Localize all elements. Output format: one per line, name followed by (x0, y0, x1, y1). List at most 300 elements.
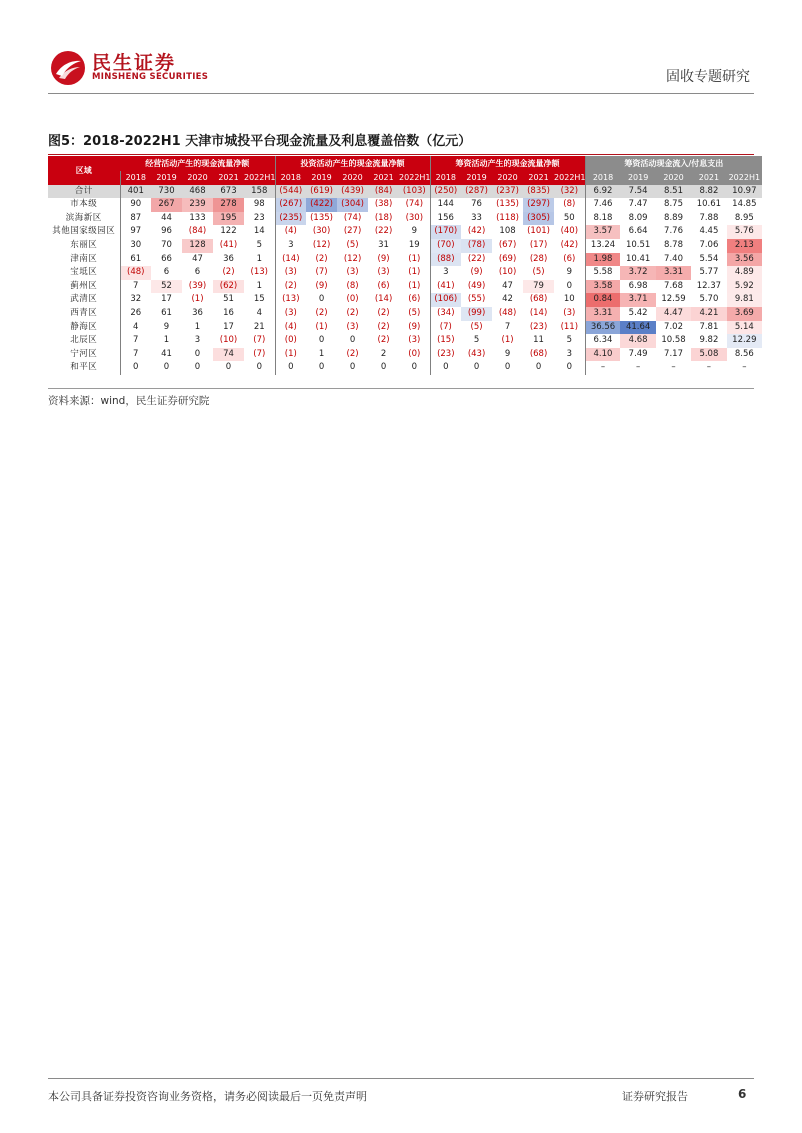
year-header: 2021 (213, 171, 244, 185)
year-header: 2022H1 (244, 171, 275, 185)
table-cell: (15) (430, 334, 461, 348)
table-cell: (4) (275, 321, 306, 335)
table-cell: (48) (498, 307, 517, 318)
table-cell: (2) (377, 335, 390, 346)
table-cell: (5) (408, 307, 421, 318)
table-cell: 8.95 (734, 212, 754, 223)
table-cell: 41.64 (620, 321, 655, 335)
year-header: 2021 (691, 171, 726, 185)
table-cell: 7.54 (620, 185, 655, 199)
table-cell: 3.69 (727, 307, 762, 321)
table-row (48, 198, 762, 212)
table-cell: (7) (253, 335, 266, 346)
table-cell: 7.06 (699, 239, 719, 250)
table-cell: 128 (182, 239, 213, 253)
year-header: 2022H1 (554, 171, 585, 185)
table-cell: (22) (374, 226, 393, 237)
table-cell: (8) (346, 280, 359, 291)
table-cell: 12.29 (727, 334, 762, 348)
table-cell: (3) (346, 267, 359, 278)
table-cell: (1) (408, 280, 421, 291)
table-cell: (6) (563, 253, 576, 264)
year-header: 2021 (523, 171, 554, 185)
table-row (48, 321, 762, 335)
table-row (48, 212, 762, 226)
table-cell: (22) (467, 253, 486, 264)
table-cell: (68) (529, 294, 548, 305)
table-cell: 10.51 (625, 239, 651, 250)
table-cell: 9 (163, 321, 170, 332)
table-cell: (12) (343, 253, 362, 264)
table-cell: 1 (256, 280, 262, 291)
table-cell: 0 (473, 362, 480, 373)
year-header: 2019 (461, 171, 492, 185)
table-cell: (118) (496, 212, 519, 223)
table-cell: (4) (275, 225, 306, 239)
table-cell: 44 (161, 212, 172, 223)
table-cell: 7 (504, 321, 511, 332)
table-cell: (1) (275, 348, 306, 362)
table-row (48, 266, 762, 280)
table-cell: 5.76 (727, 225, 762, 239)
table-cell: 5.77 (699, 267, 719, 278)
table-cell: 267 (151, 198, 182, 212)
table-cell: 0 (318, 335, 325, 346)
table-cell: 14 (253, 226, 265, 237)
brand-name-en: MINSHENG SECURITIES (92, 72, 209, 82)
table-cell: (6) (377, 280, 390, 291)
table-cell: 0 (318, 362, 325, 373)
table-cell: 5.92 (727, 280, 762, 294)
table-cell: – (636, 362, 641, 373)
table-cell: 10.61 (696, 199, 722, 210)
table-cell: (1) (408, 267, 421, 278)
table-row (48, 348, 762, 362)
table-cell: (235) (275, 212, 306, 226)
figure-title: 图5：2018-2022H1 天津市城投平台现金流量及利息覆盖倍数（亿元） (48, 130, 754, 155)
table-cell: 0 (275, 361, 306, 375)
table-cell: 17 (223, 321, 234, 332)
table-cell: (0) (408, 348, 421, 359)
table-cell: 0 (194, 362, 201, 373)
table-cell: (267) (275, 198, 306, 212)
table-cell: 33 (471, 212, 482, 223)
table-cell: (41) (219, 239, 238, 250)
region-cell: 其他国家级园区 (52, 226, 116, 237)
table-cell: (88) (430, 253, 461, 267)
region-cell: 市本级 (70, 199, 98, 210)
table-cell: (3) (377, 267, 390, 278)
table-cell: 3.71 (620, 293, 655, 307)
region-cell: 宁河区 (70, 348, 98, 359)
table-cell: (14) (374, 294, 393, 305)
table-cell: 0 (225, 362, 232, 373)
table-cell: 5.54 (699, 253, 719, 264)
year-header: 2018 (585, 171, 620, 185)
table-cell: 156 (430, 212, 461, 226)
table-cell: 7.49 (628, 348, 648, 359)
table-cell: 79 (523, 280, 554, 294)
table-cell: 8.56 (734, 348, 754, 359)
table-cell: (38) (374, 199, 393, 210)
table-cell: (2) (315, 307, 328, 318)
table-cell: 87 (120, 212, 151, 226)
table-cell: 0 (430, 361, 461, 375)
table-cell: (99) (461, 307, 492, 321)
table-cell: 96 (161, 226, 172, 237)
table-cell: (17) (529, 239, 548, 250)
table-cell: 7 (120, 280, 151, 294)
table-cell: 42 (502, 294, 513, 305)
table-cell: 8.09 (628, 212, 648, 223)
table-cell: (3) (275, 307, 306, 321)
table-cell: 122 (220, 226, 237, 237)
table-cell: 1 (256, 253, 262, 264)
table-cell: (544) (275, 185, 306, 199)
table-cell: (49) (467, 280, 486, 291)
table-cell: 52 (151, 280, 182, 294)
table-cell: (40) (560, 226, 579, 237)
table-cell: (10) (219, 335, 238, 346)
table-cell: 76 (471, 199, 482, 210)
year-header: 2018 (275, 171, 306, 185)
year-header: 2018 (120, 171, 151, 185)
table-cell: 3 (275, 239, 306, 253)
region-cell: 和平区 (70, 362, 98, 373)
table-cell: (2) (315, 253, 328, 264)
table-cell: (30) (405, 212, 424, 223)
table-cell: 0 (194, 348, 201, 359)
year-header: 2021 (368, 171, 399, 185)
table-cell: 10 (563, 294, 575, 305)
table-cell: 0 (535, 362, 542, 373)
table-cell: (78) (461, 239, 492, 253)
table-cell: (10) (498, 267, 517, 278)
table-cell: (103) (399, 185, 430, 199)
region-cell: 合计 (48, 185, 120, 199)
table-cell: (1) (408, 253, 421, 264)
table-cell: 16 (223, 307, 234, 318)
table-cell: (69) (498, 253, 517, 264)
table-cell: 4.47 (656, 307, 691, 321)
table-cell: 3.56 (727, 253, 762, 267)
table-row (48, 280, 762, 294)
table-cell: 1 (194, 321, 201, 332)
table-cell: (135) (496, 199, 519, 210)
table-cell: 7.46 (585, 198, 620, 212)
table-cell: (9) (470, 267, 483, 278)
table-cell: (32) (554, 185, 585, 199)
table-cell: 8.82 (691, 185, 726, 199)
table-cell: 10.97 (727, 185, 762, 199)
region-cell: 静海区 (70, 321, 98, 332)
table-cell: 3.58 (585, 280, 620, 294)
table-cell: 4.10 (585, 348, 620, 362)
table-cell: 6.34 (585, 334, 620, 348)
page-number: 6 (738, 1087, 747, 1101)
table-cell: (170) (430, 225, 461, 239)
table-cell: 0 (349, 335, 356, 346)
table-row (48, 185, 762, 199)
table-cell: 61 (161, 307, 172, 318)
table-cell: 2 (380, 348, 387, 359)
table-cell: (74) (343, 212, 362, 223)
table-cell: 4.89 (727, 266, 762, 280)
table-cell: (23) (529, 321, 548, 332)
table-cell: 7 (120, 348, 151, 362)
table-cell: 5 (566, 335, 572, 346)
table-cell: 0 (256, 362, 262, 373)
table-cell: 673 (213, 185, 244, 199)
table-cell: (619) (306, 185, 337, 199)
table-cell: 14.85 (732, 199, 757, 210)
table-cell: (835) (523, 185, 554, 199)
table-cell: (2) (222, 267, 235, 278)
region-cell: 滨海新区 (65, 212, 102, 223)
table-cell: 401 (120, 185, 151, 199)
table-cell: 6.98 (628, 280, 648, 291)
table-cell: (5) (470, 321, 483, 332)
table-row (48, 361, 762, 375)
table-cell: (1) (315, 321, 328, 332)
table-row (48, 334, 762, 348)
table-cell: (1) (501, 335, 514, 346)
table-cell: 6.64 (628, 226, 648, 237)
table-cell: 9.82 (699, 335, 719, 346)
table-cell: (2) (275, 280, 306, 294)
group-header-investing: 投资活动产生的现金流量净额 (275, 156, 430, 171)
table-cell: 239 (182, 198, 213, 212)
table-cell: (3) (408, 335, 421, 346)
table-row (48, 253, 762, 267)
table-cell: (42) (467, 226, 486, 237)
table-cell: (9) (315, 280, 328, 291)
table-cell: (2) (377, 321, 390, 332)
table-cell: 0 (349, 362, 356, 373)
footer-disclaimer: 本公司具备证券投资咨询业务资格，请务必阅读最后一页免责声明 (48, 1090, 367, 1103)
table-cell: 5.14 (727, 321, 762, 335)
table-cell: (84) (188, 226, 207, 237)
year-header: 2019 (306, 171, 337, 185)
table-row (48, 293, 762, 307)
table-cell: – (742, 362, 747, 373)
table-cell: – (585, 361, 620, 375)
table-cell: (106) (430, 293, 461, 307)
table-cell: (13) (275, 293, 306, 307)
year-header: 2020 (182, 171, 213, 185)
table-cell: 5.42 (628, 307, 648, 318)
year-header: 2020 (492, 171, 523, 185)
table-cell: (135) (310, 212, 333, 223)
table-cell: (70) (430, 239, 461, 253)
group-header-operating: 经营活动产生的现金流量净额 (120, 156, 275, 171)
table-cell: 30 (120, 239, 151, 253)
table-cell: (18) (374, 212, 393, 223)
table-cell: 36.56 (585, 321, 620, 335)
table-cell: 36 (223, 253, 234, 264)
year-header: 2020 (656, 171, 691, 185)
table-cell: 5 (473, 335, 480, 346)
region-cell: 蓟州区 (70, 280, 98, 291)
table-cell: 3.72 (620, 266, 655, 280)
table-cell: 5.58 (585, 266, 620, 280)
table-cell: 32 (120, 293, 151, 307)
table-cell: 8.78 (664, 239, 683, 250)
table-cell: 1 (163, 335, 170, 346)
table-cell: (42) (560, 239, 579, 250)
table-cell: 9 (504, 348, 511, 359)
table-cell: (3) (275, 266, 306, 280)
year-header: 2018 (430, 171, 461, 185)
table-cell: (9) (408, 321, 421, 332)
table-cell: (9) (377, 253, 390, 264)
table-cell: 0 (318, 294, 325, 305)
table-cell: 195 (213, 212, 244, 226)
table-cell: 144 (430, 198, 461, 212)
table-cell: 41 (161, 348, 172, 359)
table-cell: 468 (182, 185, 213, 199)
region-cell: 津南区 (70, 253, 98, 264)
table-cell: (74) (405, 199, 424, 210)
table-cell: (14) (529, 307, 548, 318)
table-cell: 12.37 (696, 280, 722, 291)
table-cell: 3.31 (656, 266, 691, 280)
table-cell: 0 (411, 362, 417, 373)
table-cell: 7.47 (628, 199, 648, 210)
table-cell: (7) (430, 321, 461, 335)
year-header: 2019 (151, 171, 182, 185)
table-cell: 7.68 (664, 280, 683, 291)
table-cell: 7.02 (664, 321, 683, 332)
table-cell: 278 (213, 198, 244, 212)
table-cell: 9.81 (727, 293, 762, 307)
table-cell: (68) (529, 348, 548, 359)
table-cell: (12) (312, 239, 331, 250)
table-cell: 10.58 (661, 335, 686, 346)
table-cell: (3) (563, 307, 576, 318)
table-cell: (2) (377, 307, 390, 318)
table-cell: (5) (532, 267, 545, 278)
table-cell: 70 (161, 239, 172, 250)
table-cell: 66 (161, 253, 172, 264)
table-cell: 1.98 (585, 253, 620, 267)
table-cell: 3.31 (585, 307, 620, 321)
region-cell: 东丽区 (70, 239, 98, 250)
table-cell: 51 (223, 294, 234, 305)
table-cell: 31 (378, 239, 389, 250)
table-cell: 74 (213, 348, 244, 362)
table-cell: (55) (467, 294, 486, 305)
table-cell: 730 (151, 185, 182, 199)
table-cell: 11 (533, 335, 544, 346)
header-divider (48, 93, 754, 94)
table-cell: 7 (120, 334, 151, 348)
year-header: 2020 (337, 171, 368, 185)
table-cell: – (706, 362, 712, 373)
year-header: 2019 (620, 171, 655, 185)
table-cell: (6) (408, 294, 421, 305)
table-cell: (67) (498, 239, 517, 250)
group-header-financing: 筹资活动产生的现金流量净额 (430, 156, 585, 171)
table-cell: (439) (337, 185, 368, 199)
table-cell: (287) (461, 185, 492, 199)
table-cell: (34) (430, 307, 461, 321)
table-cell: (2) (346, 307, 359, 318)
table-cell: (23) (430, 348, 461, 362)
region-header: 区域 (48, 156, 120, 185)
table-cell: 19 (408, 239, 420, 250)
table-row (48, 307, 762, 321)
table-cell: 26 (120, 307, 151, 321)
table-cell: 108 (499, 226, 516, 237)
table-cell: 12.59 (661, 294, 686, 305)
footer-report-type: 证券研究报告 (622, 1090, 688, 1103)
region-cell: 北辰区 (70, 335, 98, 346)
table-cell: (2) (346, 348, 359, 359)
table-cell: (41) (430, 280, 461, 294)
table-cell: 0 (504, 362, 511, 373)
table-cell: 8.75 (664, 199, 683, 210)
table-cell: 0.84 (585, 293, 620, 307)
table-cell: 1 (318, 348, 325, 359)
table-cell: 4.21 (691, 307, 726, 321)
year-header: 2022H1 (399, 171, 430, 185)
table-cell: (48) (120, 266, 151, 280)
table-cell: (8) (563, 199, 576, 210)
table-cell: (28) (529, 253, 548, 264)
table-cell: 47 (502, 280, 513, 291)
table-cell: (101) (527, 226, 550, 237)
table-cell: (1) (191, 294, 204, 305)
table-cell: 158 (244, 185, 275, 199)
page-header (0, 0, 802, 100)
table-cell: 17 (161, 294, 172, 305)
table-cell: 6 (163, 267, 170, 278)
cashflow-table-container (48, 156, 761, 375)
table-cell: (13) (250, 267, 268, 278)
table-cell: 5 (256, 239, 262, 250)
source-note: 资料来源：wind，民生证券研究院 (48, 388, 754, 408)
table-cell: (5) (346, 239, 359, 250)
region-cell: 武清区 (70, 294, 98, 305)
region-cell: 西青区 (70, 307, 98, 318)
table-cell: 4.45 (699, 226, 719, 237)
table-cell: 50 (563, 212, 575, 223)
table-cell: 7.40 (664, 253, 683, 264)
table-cell: 23 (253, 212, 265, 223)
table-cell: (62) (213, 280, 244, 294)
table-cell: 15 (253, 294, 265, 305)
table-cell: (39) (188, 280, 207, 291)
minsheng-logo-icon (50, 50, 86, 86)
table-cell: 6.92 (585, 185, 620, 199)
table-cell: 4.68 (620, 334, 655, 348)
table-cell: (30) (312, 226, 331, 237)
table-row (48, 225, 762, 239)
table-cell: (0) (346, 294, 359, 305)
group-header-coverage: 筹资活动现金流入/付息支出 (585, 156, 762, 171)
table-cell: 7.81 (699, 321, 719, 332)
report-type: 固收专题研究 (666, 69, 750, 85)
table-cell: 7.17 (664, 348, 683, 359)
table-cell: (297) (523, 198, 554, 212)
table-cell: 98 (253, 199, 265, 210)
year-header: 2022H1 (727, 171, 762, 185)
table-cell: 133 (189, 212, 206, 223)
table-cell: (27) (343, 226, 362, 237)
table-cell: 0 (163, 362, 170, 373)
table-cell: 9 (411, 226, 417, 237)
